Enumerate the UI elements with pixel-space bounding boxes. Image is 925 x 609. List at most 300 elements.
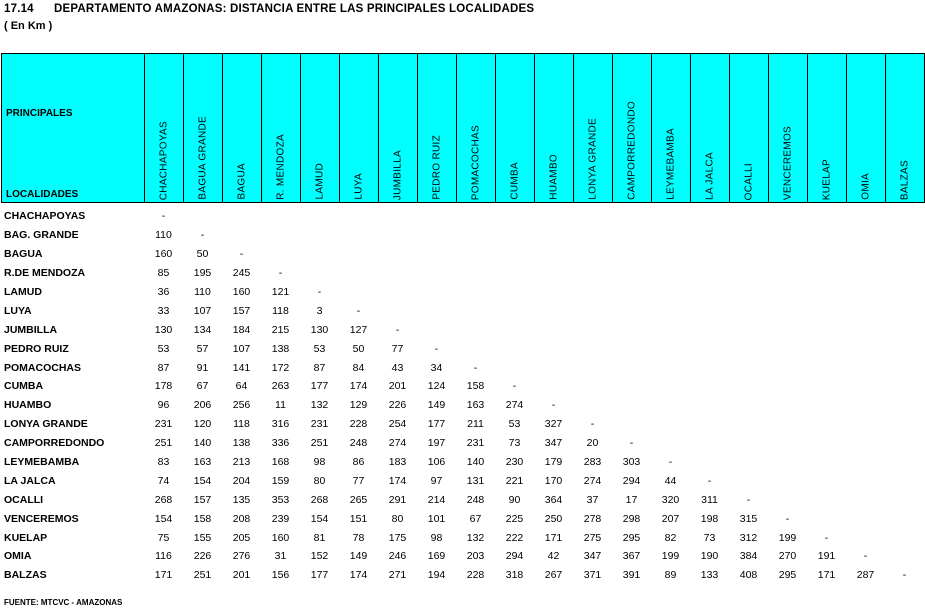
table-row xyxy=(1,301,924,320)
column-header xyxy=(223,54,262,203)
distance-cell: 364 xyxy=(544,493,563,506)
distance-cell xyxy=(768,283,807,302)
distance-cell xyxy=(612,283,651,302)
distance-cell xyxy=(729,415,768,434)
distance-cell xyxy=(534,264,573,283)
distance-cell xyxy=(846,245,885,264)
distance-cell: 96 xyxy=(157,399,170,412)
distance-cell: 87 xyxy=(157,361,170,374)
distance-cell xyxy=(651,339,690,358)
distance-cell xyxy=(573,339,612,358)
distance-cell xyxy=(846,377,885,396)
distance-cell xyxy=(729,396,768,415)
distance-cell: 77 xyxy=(352,474,365,487)
distance-cell: 336 xyxy=(271,437,290,450)
distance-cell: 250 xyxy=(544,512,563,525)
distance-cell xyxy=(573,377,612,396)
distance-cell xyxy=(651,283,690,302)
distance-cell xyxy=(183,207,222,226)
distance-cell xyxy=(690,358,729,377)
distance-cell xyxy=(768,434,807,453)
distance-cell xyxy=(729,226,768,245)
distance-cell: 118 xyxy=(272,304,289,317)
distance-cell: 251 xyxy=(193,569,212,582)
distance-cell: 67 xyxy=(469,512,482,525)
distance-cell: 110 xyxy=(194,286,211,298)
table-row xyxy=(1,415,924,434)
column-header-label: KUELAP xyxy=(821,158,833,200)
distance-cell: 263 xyxy=(271,380,290,393)
distance-cell: - xyxy=(356,304,361,317)
distance-cell xyxy=(768,301,807,320)
distance-cell: 11 xyxy=(275,399,286,412)
distance-cell: 174 xyxy=(349,569,368,582)
distance-cell xyxy=(495,301,534,320)
distance-cell xyxy=(495,226,534,245)
distance-cell: 175 xyxy=(388,531,407,544)
corner-label-line2: LOCALIDADES xyxy=(6,189,79,200)
distance-cell: 140 xyxy=(466,456,485,469)
column-header-label: VENCEREMOS xyxy=(782,125,794,200)
distance-cell xyxy=(573,320,612,339)
distance-cell: 67 xyxy=(196,380,209,393)
table-row xyxy=(1,509,924,528)
distance-cell xyxy=(885,207,924,226)
distance-cell: 248 xyxy=(349,437,368,450)
distance-cell: 127 xyxy=(349,323,368,336)
distance-cell: 194 xyxy=(427,569,446,582)
distance-cell xyxy=(807,471,846,490)
distance-cell: 197 xyxy=(427,437,446,450)
distance-cell: 50 xyxy=(196,248,209,261)
column-header-label: CHACHAPOYAS xyxy=(158,120,170,200)
column-header xyxy=(847,54,886,203)
distance-cell: 91 xyxy=(196,361,209,374)
table-row xyxy=(1,358,924,377)
distance-cell: 110 xyxy=(155,229,172,242)
distance-cell xyxy=(729,320,768,339)
distance-cell xyxy=(768,207,807,226)
distance-cell: 80 xyxy=(313,474,326,487)
distance-cell xyxy=(885,264,924,283)
distance-cell: - xyxy=(824,531,829,544)
distance-cell: 82 xyxy=(664,531,677,544)
distance-cell xyxy=(846,471,885,490)
distance-cell: 276 xyxy=(232,550,251,563)
distance-cell xyxy=(729,434,768,453)
distance-cell xyxy=(768,339,807,358)
distance-cell: 33 xyxy=(157,304,170,317)
distance-cell: 50 xyxy=(352,342,365,355)
distance-cell xyxy=(417,320,456,339)
distance-cell xyxy=(651,245,690,264)
distance-cell: 116 xyxy=(155,550,172,563)
column-header-label: POMACOCHAS xyxy=(470,124,482,200)
distance-cell: 179 xyxy=(544,456,563,469)
distance-cell: 201 xyxy=(388,380,407,393)
distance-cell xyxy=(222,226,261,245)
distance-cell: 170 xyxy=(544,474,563,487)
distance-cell: 347 xyxy=(544,437,563,450)
column-header-label: CUMBA xyxy=(509,162,521,200)
column-header-label: CAMPORREDONDO xyxy=(626,101,638,200)
distance-cell: 138 xyxy=(232,437,251,450)
distance-cell xyxy=(261,245,300,264)
distance-cell: 73 xyxy=(508,437,521,450)
distance-cell: 43 xyxy=(391,361,404,374)
distance-cell xyxy=(807,245,846,264)
distance-cell xyxy=(339,207,378,226)
distance-cell xyxy=(729,245,768,264)
column-header-wrap xyxy=(262,66,300,202)
column-header-wrap xyxy=(145,66,183,202)
distance-cell xyxy=(768,358,807,377)
distance-cell xyxy=(690,301,729,320)
distance-cell: - xyxy=(902,569,907,582)
distance-cell xyxy=(846,358,885,377)
distance-cell xyxy=(534,339,573,358)
distance-cell: 42 xyxy=(547,550,560,563)
distance-cell: 274 xyxy=(583,474,602,487)
distance-cell: 225 xyxy=(505,512,524,525)
distance-cell xyxy=(846,415,885,434)
distance-cell: 199 xyxy=(778,531,797,544)
row-label: POMACOCHAS xyxy=(4,361,82,374)
distance-cell xyxy=(612,415,651,434)
distance-cell: 168 xyxy=(271,456,290,469)
distance-cell xyxy=(729,264,768,283)
distance-cell xyxy=(846,396,885,415)
distance-cell: 78 xyxy=(352,531,365,544)
distance-cell: 98 xyxy=(313,456,326,469)
distance-cell: 271 xyxy=(388,569,407,582)
distance-cell xyxy=(885,509,924,528)
distance-cell xyxy=(651,226,690,245)
distance-cell xyxy=(846,207,885,226)
distance-cell xyxy=(885,283,924,302)
distance-cell: 158 xyxy=(193,512,212,525)
distance-cell xyxy=(573,226,612,245)
column-header-label: OCALLI xyxy=(743,162,755,200)
distance-cell: 205 xyxy=(232,531,251,544)
distance-cell xyxy=(885,547,924,566)
distance-cell: 353 xyxy=(271,493,290,506)
distance-cell xyxy=(690,396,729,415)
distance-cell: 163 xyxy=(193,456,212,469)
table-row xyxy=(1,453,924,472)
distance-cell xyxy=(300,207,339,226)
column-header-wrap xyxy=(535,66,573,202)
distance-cell: 268 xyxy=(154,493,173,506)
distance-cell: 90 xyxy=(508,493,521,506)
distance-cell xyxy=(807,396,846,415)
distance-cell xyxy=(768,490,807,509)
distance-cell: 124 xyxy=(427,380,446,393)
distance-cell: 303 xyxy=(622,456,641,469)
distance-cell xyxy=(495,358,534,377)
distance-cell: 132 xyxy=(310,399,329,412)
table-row xyxy=(1,226,924,245)
row-label: PEDRO RUIZ xyxy=(4,342,69,355)
distance-cell xyxy=(339,226,378,245)
distance-cell xyxy=(690,320,729,339)
distance-cell xyxy=(651,320,690,339)
distance-cell xyxy=(729,377,768,396)
distance-cell xyxy=(846,490,885,509)
distance-cell: 204 xyxy=(232,474,251,487)
distance-cell xyxy=(768,264,807,283)
distance-cell xyxy=(534,245,573,264)
distance-cell xyxy=(612,339,651,358)
column-header-label: JUMBILLA xyxy=(392,149,404,200)
row-label: KUELAP xyxy=(4,531,48,544)
distance-cell: 231 xyxy=(466,437,485,450)
distance-cell xyxy=(807,226,846,245)
distance-cell xyxy=(807,415,846,434)
distance-cell: 226 xyxy=(388,399,407,412)
distance-cell xyxy=(612,358,651,377)
column-header xyxy=(496,54,535,203)
distance-cell xyxy=(807,339,846,358)
distance-cell xyxy=(378,207,417,226)
distance-cell xyxy=(690,453,729,472)
distance-cell: 318 xyxy=(505,569,524,582)
distance-cell: 283 xyxy=(583,456,602,469)
row-label: BALZAS xyxy=(4,569,47,582)
column-header-label: LEYMEBAMBA xyxy=(665,128,677,200)
distance-cell: 149 xyxy=(349,550,368,563)
distance-cell: 274 xyxy=(388,437,407,450)
table-row xyxy=(1,396,924,415)
distance-cell xyxy=(885,301,924,320)
distance-cell xyxy=(534,283,573,302)
distance-cell xyxy=(729,453,768,472)
distance-cell xyxy=(651,301,690,320)
distance-cell xyxy=(573,207,612,226)
distance-cell xyxy=(378,264,417,283)
distance-cell: 254 xyxy=(388,418,407,431)
distance-cell xyxy=(456,283,495,302)
distance-cell xyxy=(846,226,885,245)
distance-cell: 37 xyxy=(586,493,599,506)
distance-cell: 246 xyxy=(388,550,407,563)
distance-cell xyxy=(768,320,807,339)
distance-cell xyxy=(534,358,573,377)
distance-cell: 171 xyxy=(154,569,173,582)
distance-cell: 183 xyxy=(388,456,407,469)
distance-cell: 228 xyxy=(349,418,368,431)
distance-cell: 177 xyxy=(310,569,329,582)
distance-cell: 228 xyxy=(466,569,485,582)
row-label: LUYA xyxy=(4,304,32,317)
table-row xyxy=(1,434,924,453)
distance-cell xyxy=(495,320,534,339)
distance-cell: 57 xyxy=(196,342,209,355)
distance-cell: 169 xyxy=(427,550,446,563)
distance-cell: - xyxy=(629,437,634,450)
column-header-table xyxy=(1,53,925,203)
distance-cell xyxy=(885,396,924,415)
distance-cell xyxy=(261,207,300,226)
distance-cell xyxy=(378,226,417,245)
distance-cell: - xyxy=(746,493,751,506)
distance-cell xyxy=(456,264,495,283)
distance-cell: 316 xyxy=(271,418,290,431)
distance-cell: - xyxy=(161,210,166,223)
distance-cell xyxy=(651,264,690,283)
distance-cell: 214 xyxy=(427,493,446,506)
distance-cell: 160 xyxy=(232,286,251,298)
distance-cell xyxy=(651,377,690,396)
distance-cell xyxy=(573,396,612,415)
distance-cell xyxy=(573,358,612,377)
distance-cell xyxy=(885,320,924,339)
distance-cell: 151 xyxy=(349,512,368,525)
distance-cell xyxy=(456,339,495,358)
distance-cell xyxy=(573,283,612,302)
distance-cell: 206 xyxy=(193,399,212,412)
distance-cell: 53 xyxy=(313,342,326,355)
distance-cell xyxy=(807,264,846,283)
distance-cell: 367 xyxy=(622,550,641,563)
distance-cell xyxy=(534,207,573,226)
distance-cell xyxy=(885,415,924,434)
distance-cell xyxy=(768,226,807,245)
distance-cell: 278 xyxy=(583,512,602,525)
distance-cell xyxy=(495,245,534,264)
distance-cell xyxy=(417,301,456,320)
distance-cell xyxy=(846,264,885,283)
distance-cell: 73 xyxy=(703,531,716,544)
distance-cell xyxy=(651,396,690,415)
distance-cell: - xyxy=(785,512,790,525)
distance-cell xyxy=(690,245,729,264)
column-header xyxy=(262,54,301,203)
distance-cell: 201 xyxy=(232,569,251,582)
distance-cell: 172 xyxy=(271,361,290,374)
distance-cell: 98 xyxy=(430,531,443,544)
distance-cell: 44 xyxy=(664,474,677,487)
distance-cell xyxy=(729,339,768,358)
row-label: OCALLI xyxy=(4,493,44,506)
column-header xyxy=(457,54,496,203)
distance-cell: 268 xyxy=(310,493,329,506)
table-row xyxy=(1,566,924,585)
distance-cell: 154 xyxy=(154,512,173,525)
column-header-label: LA JALCA xyxy=(704,152,716,200)
distance-cell: - xyxy=(668,456,673,469)
distance-cell xyxy=(729,283,768,302)
distance-cell xyxy=(807,509,846,528)
distance-cell: 177 xyxy=(310,380,329,393)
distance-cell: 154 xyxy=(193,474,212,487)
distance-cell: 80 xyxy=(391,512,404,525)
distance-cell xyxy=(768,471,807,490)
distance-cell: 158 xyxy=(466,380,485,393)
row-label: LAMUD xyxy=(4,286,42,298)
distance-cell: 134 xyxy=(193,323,212,336)
distance-cell: - xyxy=(317,286,322,298)
distance-cell: 157 xyxy=(232,304,251,317)
distance-cell: 83 xyxy=(157,456,170,469)
distance-cell: 64 xyxy=(235,380,248,393)
distance-cell: 315 xyxy=(739,512,758,525)
column-header-wrap xyxy=(652,66,690,202)
distance-cell xyxy=(417,283,456,302)
table-row xyxy=(1,207,924,226)
distance-cell xyxy=(885,377,924,396)
distance-cell xyxy=(885,490,924,509)
distance-table xyxy=(1,207,924,585)
distance-cell: 230 xyxy=(505,456,524,469)
column-header xyxy=(418,54,457,203)
distance-cell: 155 xyxy=(193,531,212,544)
distance-cell xyxy=(261,226,300,245)
distance-cell: 174 xyxy=(388,474,407,487)
distance-cell xyxy=(807,358,846,377)
distance-cell xyxy=(417,264,456,283)
column-header-wrap xyxy=(691,66,729,202)
distance-cell xyxy=(612,264,651,283)
distance-cell: 121 xyxy=(271,286,290,298)
column-header xyxy=(574,54,613,203)
column-header xyxy=(535,54,574,203)
distance-cell: 177 xyxy=(427,418,446,431)
distance-cell: 171 xyxy=(817,569,836,582)
column-header xyxy=(301,54,340,203)
column-header xyxy=(340,54,379,203)
table-number: 17.14 xyxy=(4,3,34,15)
distance-cell: 275 xyxy=(583,531,602,544)
column-header-wrap xyxy=(847,66,885,202)
distance-cell: - xyxy=(707,474,712,487)
distance-cell xyxy=(846,301,885,320)
distance-cell xyxy=(534,377,573,396)
distance-cell: 226 xyxy=(193,550,212,563)
distance-cell: 34 xyxy=(430,361,443,374)
distance-cell xyxy=(807,377,846,396)
distance-cell xyxy=(729,358,768,377)
distance-cell: 53 xyxy=(157,342,170,355)
distance-cell: 135 xyxy=(232,493,251,506)
distance-cell xyxy=(807,207,846,226)
distance-cell xyxy=(729,471,768,490)
distance-cell: 347 xyxy=(583,550,602,563)
column-header-wrap xyxy=(184,66,222,202)
distance-cell: 274 xyxy=(505,399,524,412)
distance-cell: 163 xyxy=(466,399,485,412)
distance-cell: 74 xyxy=(157,474,170,487)
column-header-label: BAGUA GRANDE xyxy=(197,116,209,200)
distance-cell: 371 xyxy=(583,569,602,582)
header-row xyxy=(2,54,925,203)
distance-cell: 384 xyxy=(739,550,758,563)
distance-cell: 267 xyxy=(544,569,563,582)
distance-cell: 256 xyxy=(232,399,251,412)
distance-cell xyxy=(690,415,729,434)
distance-cell xyxy=(495,339,534,358)
distance-cell: 84 xyxy=(352,361,365,374)
distance-cell xyxy=(612,377,651,396)
distance-cell: 120 xyxy=(193,418,212,431)
distance-cell xyxy=(846,320,885,339)
distance-cell: 251 xyxy=(310,437,329,450)
distance-cell xyxy=(690,207,729,226)
table-row xyxy=(1,377,924,396)
row-label: CAMPORREDONDO xyxy=(4,437,105,450)
distance-cell: 203 xyxy=(466,550,485,563)
distance-cell: 97 xyxy=(430,474,443,487)
